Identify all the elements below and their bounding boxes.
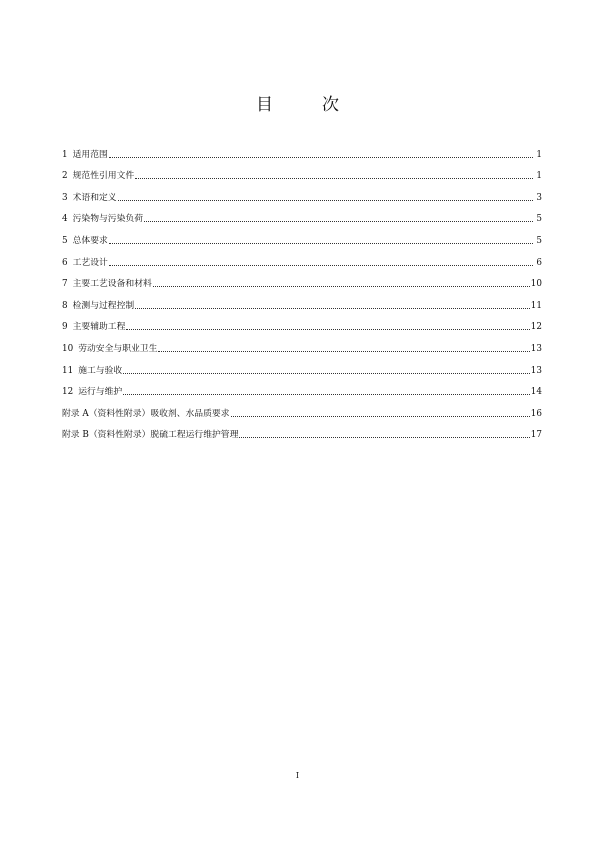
toc-entry-number: 2 bbox=[62, 171, 68, 182]
toc-entry[interactable] bbox=[62, 247, 542, 269]
toc-entry-page: 10 bbox=[530, 279, 542, 290]
toc-leader-dots bbox=[109, 243, 533, 244]
toc-entry-page: 13 bbox=[530, 365, 542, 376]
page-number: I bbox=[295, 771, 300, 780]
toc-entry-text: 适用范围 bbox=[72, 149, 108, 160]
toc-entry[interactable] bbox=[62, 225, 542, 247]
toc-entry-label bbox=[62, 192, 117, 204]
toc-entry-label bbox=[62, 386, 122, 398]
toc-leader-dots bbox=[239, 437, 529, 438]
toc-entry[interactable] bbox=[62, 377, 542, 399]
toc-entry-page: 5 bbox=[536, 235, 542, 246]
toc-entry[interactable] bbox=[62, 333, 542, 355]
toc-entry-number: 9 bbox=[62, 322, 68, 333]
toc-leader-dots bbox=[123, 394, 530, 395]
toc-entry[interactable] bbox=[62, 204, 542, 226]
toc-entry-text: 检测与过程控制 bbox=[72, 300, 135, 311]
toc-entry-label bbox=[62, 408, 230, 420]
toc-entry-text: 主要工艺设备和材料 bbox=[72, 279, 152, 290]
toc-entry[interactable] bbox=[62, 290, 542, 312]
toc-leader-dots bbox=[126, 329, 529, 330]
toc-entry-page: 17 bbox=[530, 430, 542, 441]
toc-entry-page: 12 bbox=[530, 322, 542, 333]
toc-leader-dots bbox=[109, 157, 533, 158]
toc-entry-text: 规范性引用文件 bbox=[72, 171, 135, 182]
toc-entry-page: 16 bbox=[530, 408, 542, 419]
toc-entry-page: 11 bbox=[530, 300, 542, 311]
toc-entry[interactable] bbox=[62, 312, 542, 334]
toc-entry-label bbox=[62, 235, 108, 247]
toc-entry-label bbox=[62, 278, 152, 290]
toc-entry[interactable] bbox=[62, 355, 542, 377]
toc-entry-text: 术语和定义 bbox=[72, 192, 117, 203]
toc-entry-label bbox=[62, 343, 157, 355]
toc-leader-dots bbox=[109, 265, 533, 266]
toc-entry-label bbox=[62, 257, 108, 269]
toc-entry-number: 10 bbox=[62, 343, 74, 354]
toc-entry-page: 1 bbox=[536, 171, 542, 182]
toc-entry-number: 12 bbox=[62, 387, 74, 398]
toc-leader-dots bbox=[158, 351, 529, 352]
toc-entry-page: 6 bbox=[536, 257, 542, 268]
toc-entry[interactable] bbox=[62, 139, 542, 161]
toc-leader-dots bbox=[153, 286, 530, 287]
toc-leader-dots bbox=[118, 200, 533, 201]
toc-leader-dots bbox=[144, 221, 533, 222]
toc-entry-text: 运行与维护 bbox=[78, 387, 123, 398]
toc-entry-number: 11 bbox=[62, 365, 74, 376]
toc-entry-label bbox=[62, 365, 122, 377]
toc-entry-number: 4 bbox=[62, 214, 68, 225]
toc-entry-page: 5 bbox=[536, 214, 542, 225]
toc-entry-text: 主要辅助工程 bbox=[72, 322, 126, 333]
toc-entry[interactable] bbox=[62, 420, 542, 442]
toc-entry-number: 8 bbox=[62, 300, 68, 311]
toc-entry-text: 工艺设计 bbox=[72, 257, 108, 268]
toc-entry-page: 1 bbox=[536, 149, 542, 160]
toc-entry-number: 6 bbox=[62, 257, 68, 268]
toc-leader-dots bbox=[135, 178, 533, 179]
toc-entry-number: 1 bbox=[62, 149, 68, 160]
page-title: 目 次 bbox=[256, 95, 355, 115]
toc-entry-text: 附录 A（资料性附录）吸收剂、水品质要求 bbox=[62, 408, 230, 419]
toc-entry-text: 劳动安全与职业卫生 bbox=[78, 343, 158, 354]
toc-entry-number: 3 bbox=[62, 192, 68, 203]
toc-entry-label bbox=[62, 321, 125, 333]
toc-entry-page: 3 bbox=[536, 192, 542, 203]
toc-entry-label bbox=[62, 429, 238, 441]
toc-entry[interactable] bbox=[62, 161, 542, 183]
toc-entry-label bbox=[62, 149, 108, 161]
toc-entry-page: 14 bbox=[530, 387, 542, 398]
toc-entry-page: 13 bbox=[530, 343, 542, 354]
toc-leader-dots bbox=[135, 308, 530, 309]
toc-entry[interactable] bbox=[62, 269, 542, 291]
toc-leader-dots bbox=[231, 416, 530, 417]
toc-entry-text: 总体要求 bbox=[72, 235, 108, 246]
toc-entry-text: 附录 B（资料性附录）脱硫工程运行维护管理 bbox=[62, 430, 239, 441]
toc-entry-label bbox=[62, 300, 134, 312]
toc-entry-label bbox=[62, 170, 134, 182]
toc-entry-number: 7 bbox=[62, 279, 68, 290]
toc-entry-number: 5 bbox=[62, 235, 68, 246]
toc-entry-label bbox=[62, 213, 143, 225]
toc-entry-text: 施工与验收 bbox=[78, 365, 123, 376]
toc-entry-text: 污染物与污染负荷 bbox=[72, 214, 143, 225]
table-of-contents bbox=[62, 139, 542, 441]
toc-entry[interactable] bbox=[62, 182, 542, 204]
toc-leader-dots bbox=[123, 373, 530, 374]
toc-entry[interactable] bbox=[62, 398, 542, 420]
